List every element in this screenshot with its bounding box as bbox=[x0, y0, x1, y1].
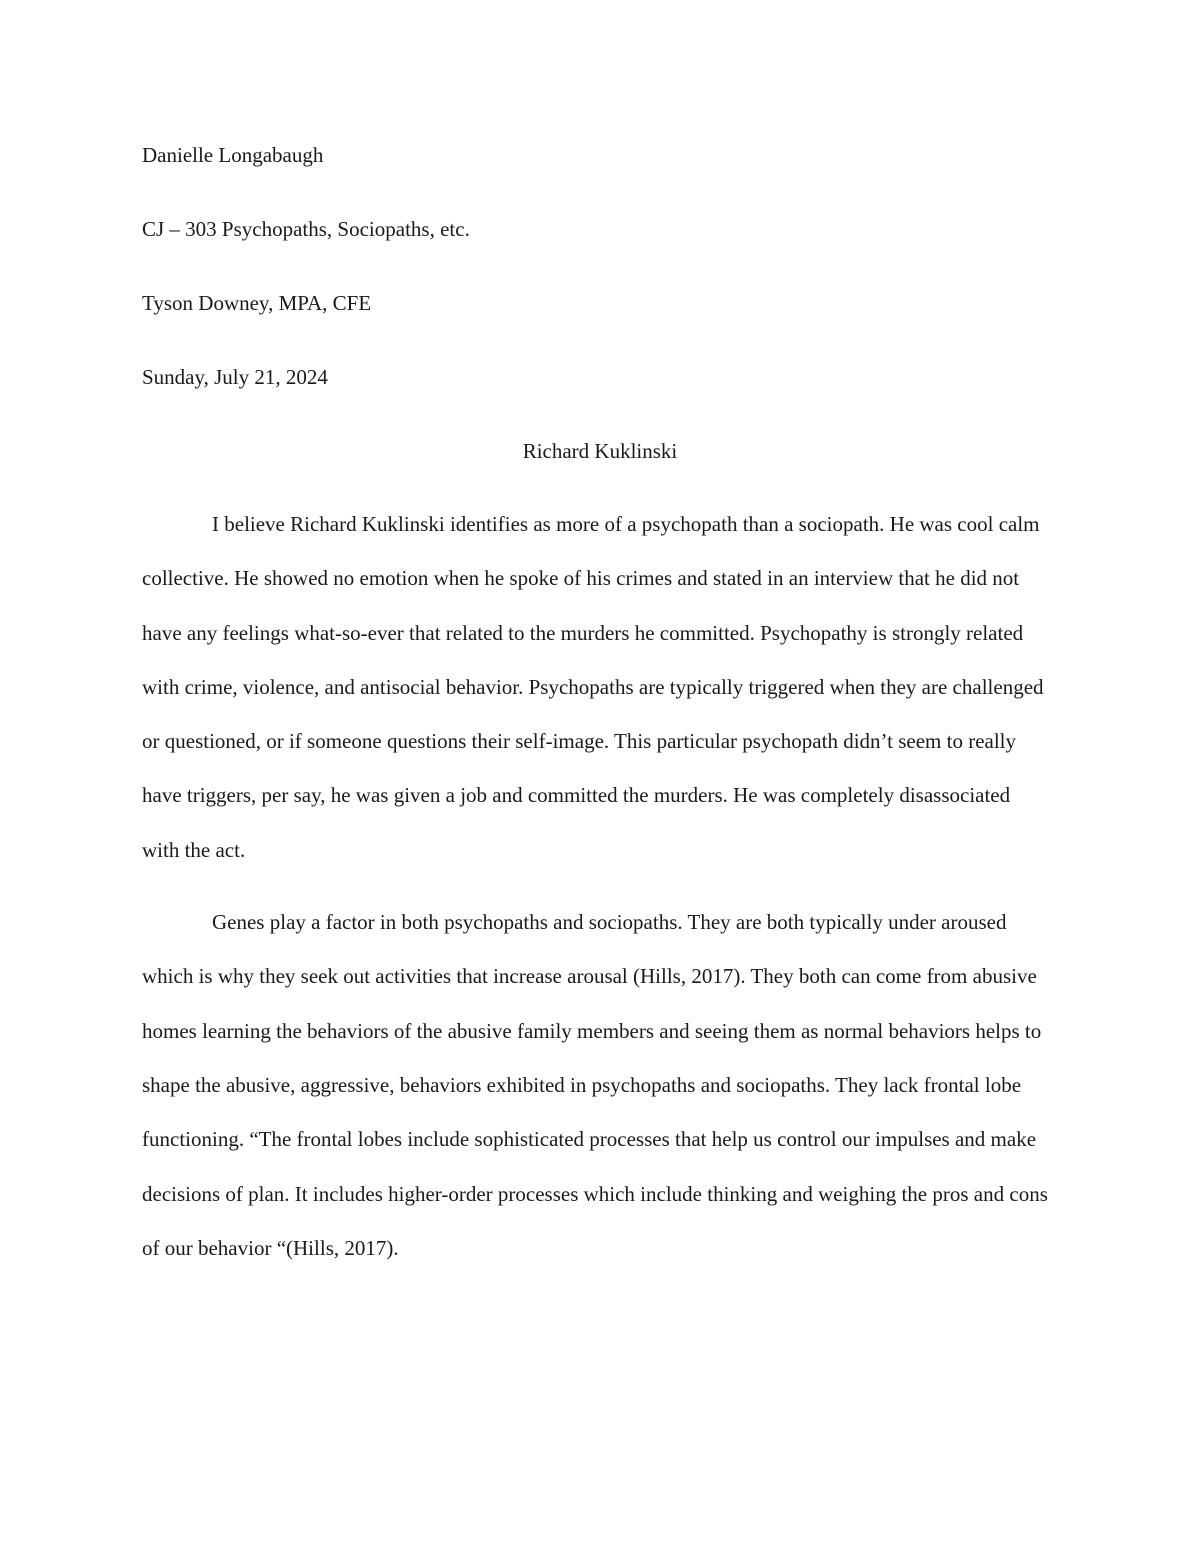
paper-body bbox=[142, 497, 1048, 1275]
paper-title: Richard Kuklinski bbox=[522, 439, 678, 463]
student-name: Danielle Longabaugh bbox=[142, 143, 324, 167]
instructor-name: Tyson Downey, MPA, CFE bbox=[142, 291, 372, 315]
body-paragraph-1: I believe Richard Kuklinski identifies as more of a psychopath than a sociopath. He was cool calm collective. He showed no emotion when he spoke of his crimes and stated in an interview that he did not have any feelings what-so-ever that related to the murders he committed. Psychopathy is strongly related with crime, violence, and antisocial behavior. Psychopaths are typically triggered when they are challenged or questioned, or if someone questions their self-image. This particular psychopath didn’t seem to really have triggers, per say, he was given a job and committed the murders. He was completely disassociated with the act. bbox=[142, 512, 1044, 862]
body-paragraph-2: Genes play a factor in both psychopaths and sociopaths. They are both typically under aroused which is why they seek out activities that increase arousal (Hills, 2017). They both can come from abusive homes learning the behaviors of the abusive family members and seeing them as normal behaviors helps to shape the abusive, aggressive, behaviors exhibited in psychopaths and sociopaths. They lack frontal lobe functioning. “The frontal lobes include sophisticated processes that help us control our impulses and make decisions of plan. It includes higher-order processes which include thinking and weighing the pros and cons of our behavior “(Hills, 2017). bbox=[142, 910, 1048, 1260]
course-name: CJ – 303 Psychopaths, Sociopaths, etc. bbox=[142, 217, 470, 241]
mla-heading bbox=[142, 128, 1062, 424]
submission-date: Sunday, July 21, 2024 bbox=[142, 365, 328, 389]
